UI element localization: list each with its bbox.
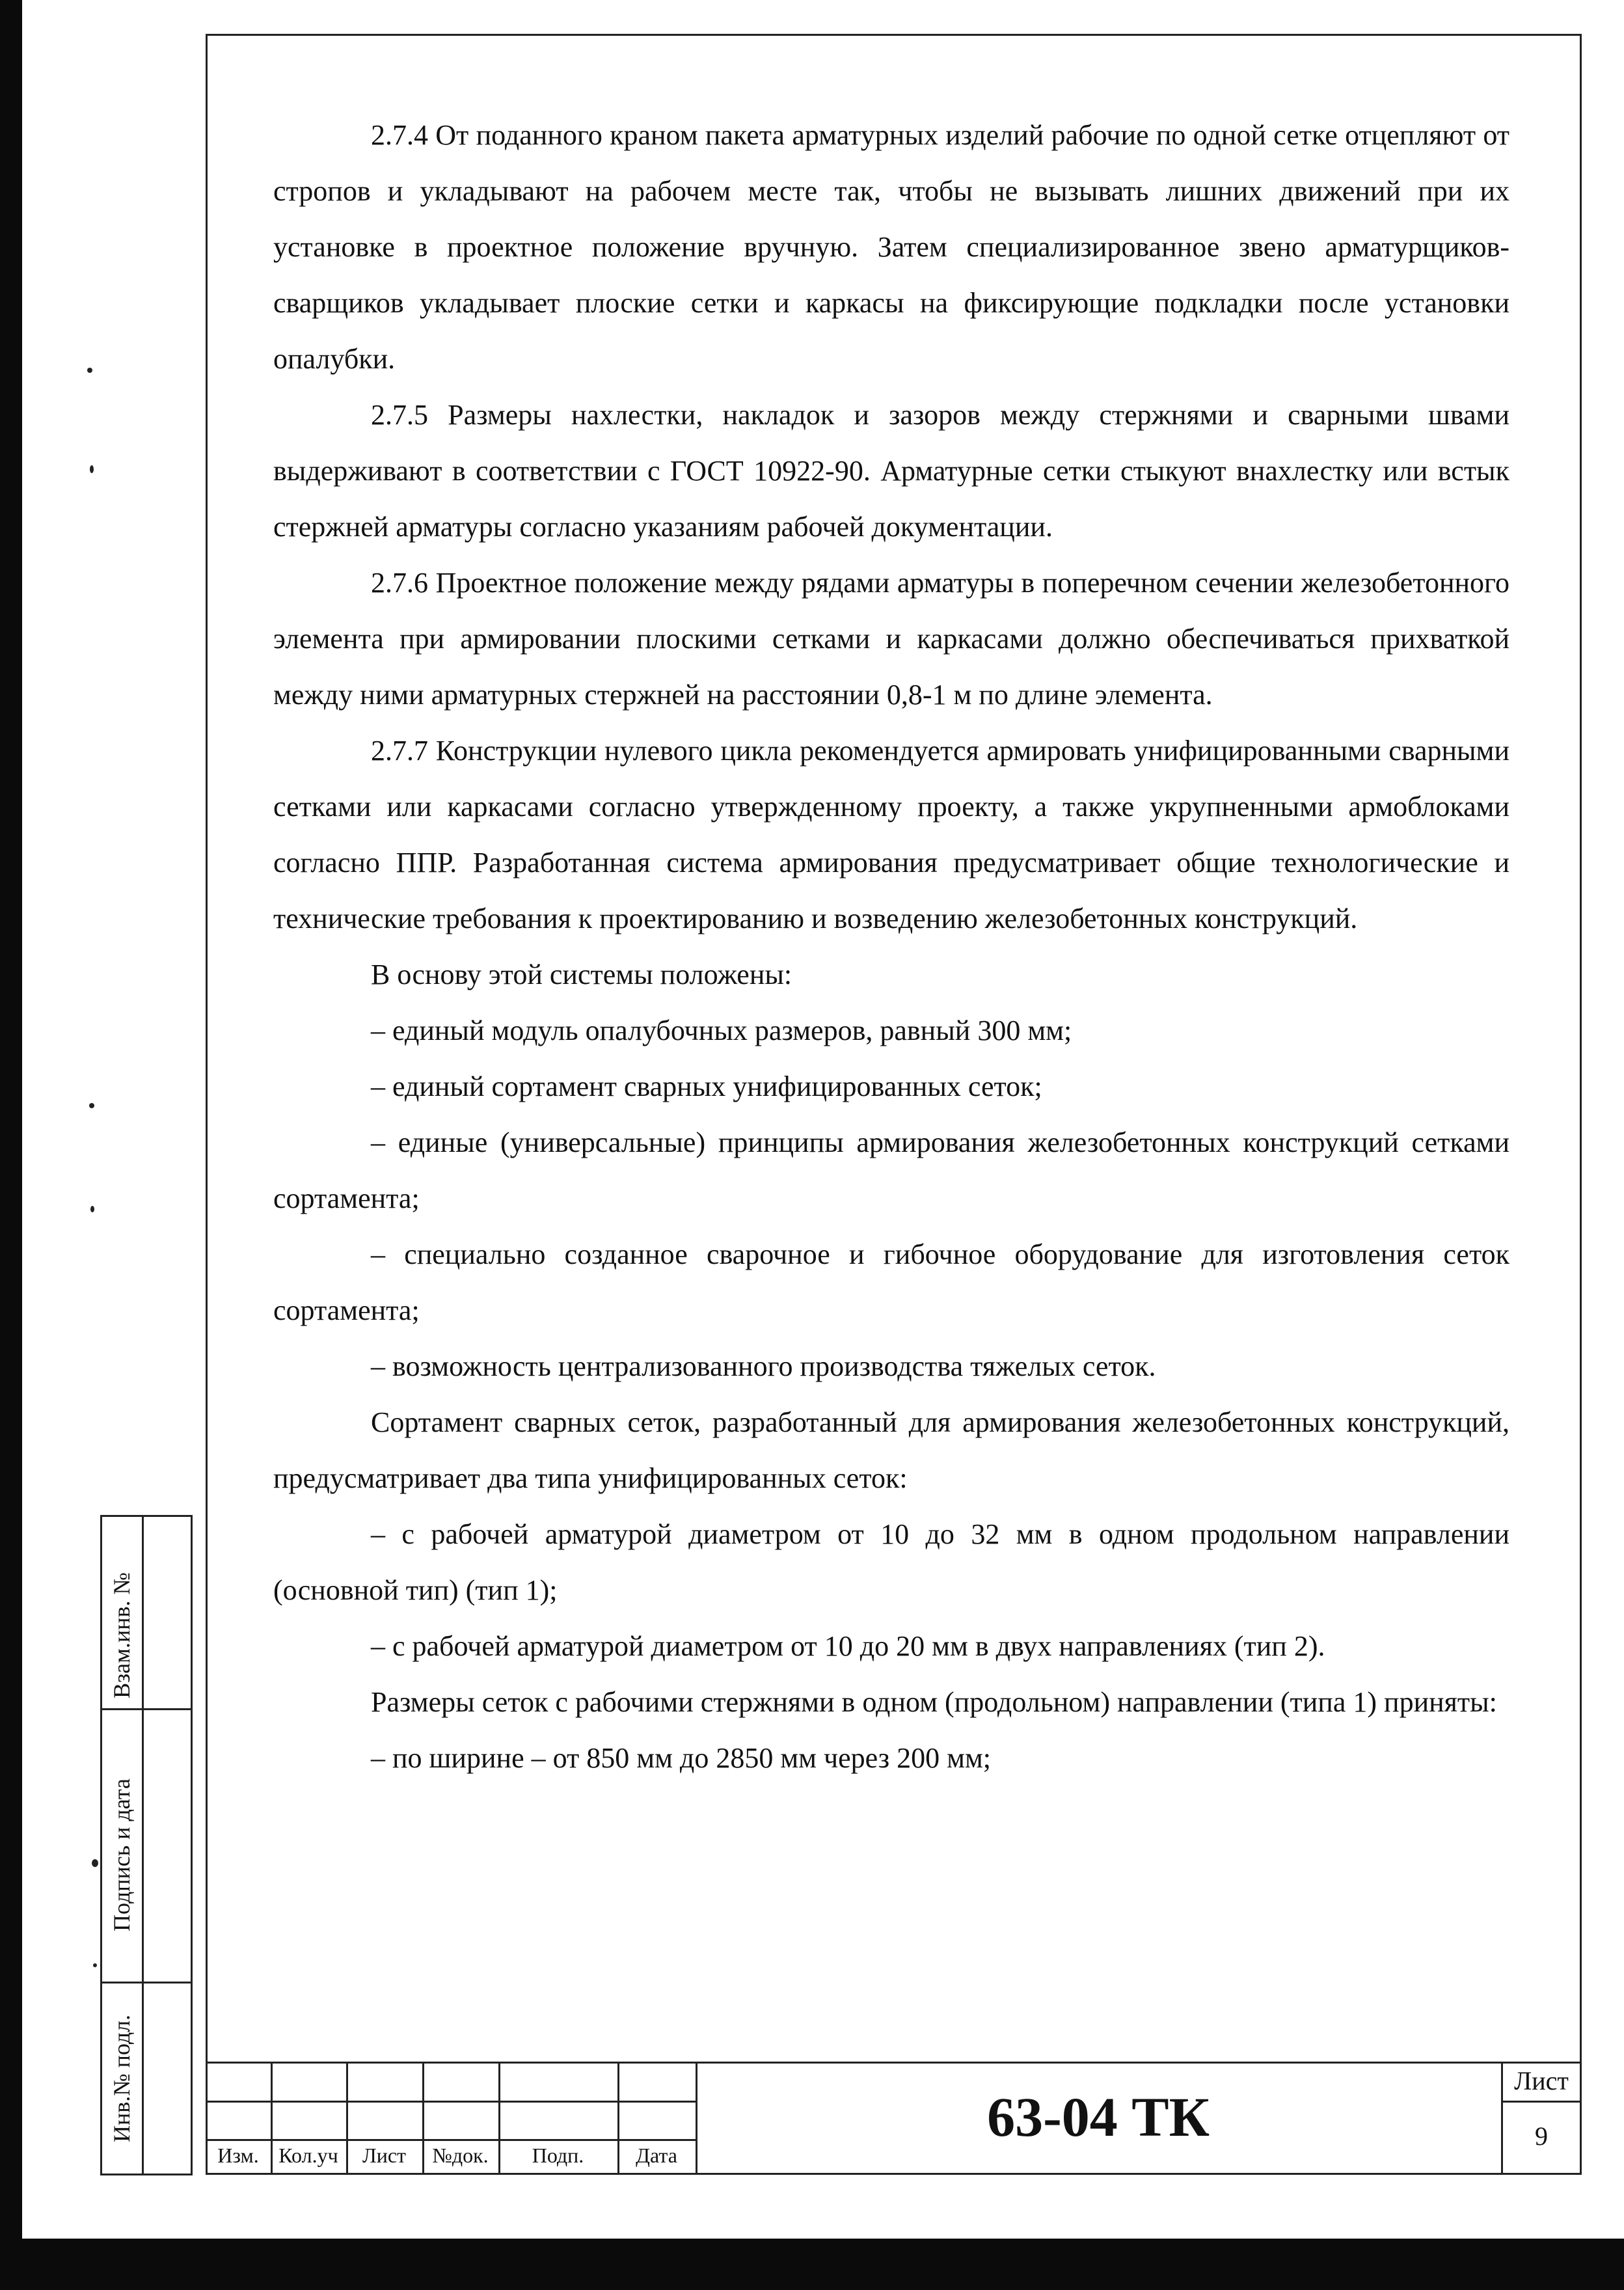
list-item: – специально созданное сварочное и гибочное оборудование для изготовления сеток сортамента; [273, 1238, 1509, 1326]
side-stamp-divider [142, 1515, 144, 2175]
paragraph-2-7-7: 2.7.7 Конструкции нулевого цикла рекомендуется армировать унифицированными сварными сетками или каркасами согласно утвержденному проекту, а также укрупненными армоблоками согласно ППР. Разработанная система армирования предусматривает общие технологические и технические требования к проектированию и возведению железобетонных конструкций. [273, 735, 1509, 934]
paragraph-sizes: Размеры сеток с рабочими стержнями в одном (продольном) направлении (типа 1) приняты: [371, 1686, 1497, 1718]
scan-border-left [0, 0, 22, 2290]
list-item: – по ширине – от 850 мм до 2850 мм через 200 мм; [371, 1742, 992, 1774]
sheet-label: Лист [1514, 2066, 1569, 2095]
document-body [273, 107, 1509, 1786]
side-label-inv-podl: Инв.№ подл. [109, 2014, 135, 2142]
paragraph-assortment: Сортамент сварных сеток, разработанный для армирования железобетонных конструкций, предусматривает два типа унифицированных сеток: [273, 1406, 1509, 1494]
paragraph-2-7-6: 2.7.6 Проектное положение между рядами арматуры в поперечном сечении железобетонного элемента при армировании плоскими сетками и каркасами должно обеспечиваться прихваткой между ними арматурных стержней на расстоянии 0,8-1 м по длине элемента. [273, 567, 1509, 711]
side-stamp-divider [100, 1708, 193, 1710]
sheet-number: 9 [1535, 2121, 1548, 2151]
list-item: – единый сортамент сварных унифицированных сеток; [371, 1070, 1042, 1102]
side-label-zam-inv: Взам.инв. № [109, 1572, 135, 1698]
scan-speck [92, 1859, 98, 1867]
side-label-podpis-data: Подпись и дата [109, 1779, 135, 1931]
title-block-header-izm: Изм. [217, 2144, 259, 2167]
paragraph-2-7-4: 2.7.4 От поданного краном пакета арматурных изделий рабочие по одной сетке отцепляют от стропов и укладывают на рабочем месте так, чтобы не вызывать лишних движений при их установке в проектное положение вручную. Затем специализированное звено арматурщиков-сварщиков укладывает плоские сетки и каркасы на фиксирующие подкладки после установки опалубки. [273, 119, 1509, 375]
paragraph-system-basis: В основу этой системы положены: [371, 959, 792, 990]
list-item: – с рабочей арматурой диаметром от 10 до 32 мм в одном продольном направлении (основной тип) (тип 1); [273, 1518, 1509, 1606]
scan-border-bottom [0, 2239, 1624, 2290]
scan-speck [90, 465, 94, 473]
scan-speck [87, 368, 92, 373]
title-block-header-list: Лист [362, 2144, 406, 2167]
list-item: – возможность централизованного производства тяжелых сеток. [371, 1350, 1156, 1382]
scan-speck [89, 1103, 94, 1108]
paragraph-2-7-5: 2.7.5 Размеры нахлестки, накладок и зазоров между стержнями и сварными швами выдерживают в соответствии с ГОСТ 10922-90. Арматурные сетки стыкуют внахлестку или встык стержней арматуры согласно указаниям рабочей документации. [273, 399, 1509, 543]
list-item: – единые (универсальные) принципы армирования железобетонных конструкций сетками сортамента; [273, 1126, 1509, 1214]
scan-speck [90, 1206, 94, 1212]
title-block-header-data: Дата [636, 2144, 677, 2167]
list-item: – с рабочей арматурой диаметром от 10 до 20 мм в двух направлениях (тип 2). [371, 1630, 1325, 1662]
document-code: 63-04 ТК [987, 2086, 1210, 2148]
list-item: – единый модуль опалубочных размеров, равный 300 мм; [371, 1015, 1072, 1046]
title-block-header-podp: Подп. [532, 2144, 584, 2167]
side-stamp-divider [100, 1982, 193, 1983]
title-block-header-ndok: №док. [432, 2144, 489, 2167]
title-block-grid [206, 2101, 696, 2103]
scan-speck [93, 1963, 97, 1967]
title-block-header-kol-uch: Кол.уч [278, 2144, 338, 2167]
